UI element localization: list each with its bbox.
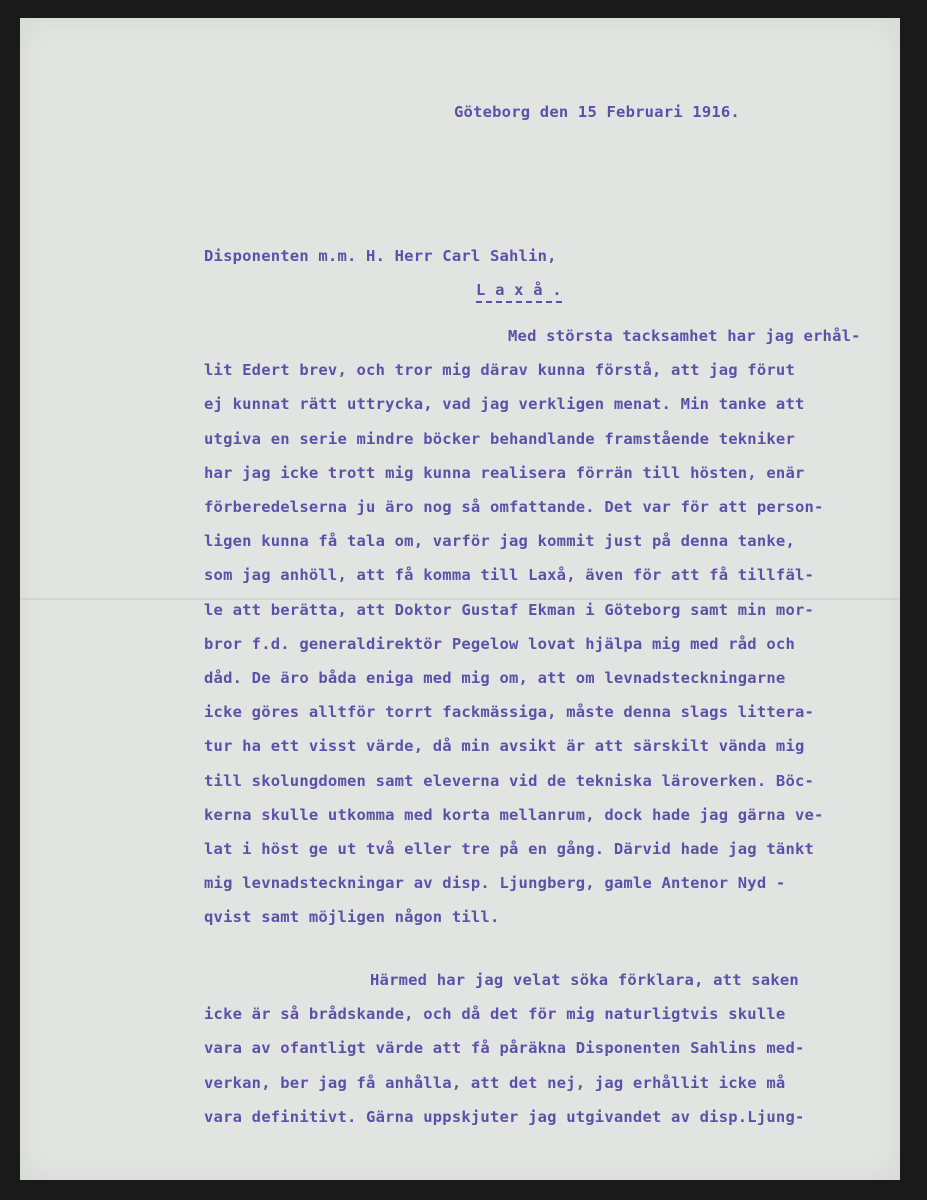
text-line: qvist samt möjligen någon till. <box>204 908 500 927</box>
text-line: bror f.d. generaldirektör Pegelow lovat hjälpa mig med råd och <box>204 634 795 653</box>
text-line: ej kunnat rätt uttrycka, vad jag verkligen menat. Min tanke att <box>204 395 805 414</box>
text-line: Med största tacksamhet har jag erhål- <box>508 327 861 345</box>
text-line: icke är så brådskande, och då det för mig naturligtvis skulle <box>204 1005 786 1024</box>
place-line: L a x å . <box>476 280 562 303</box>
letter-sheet <box>20 18 900 1180</box>
text-line: Härmed har jag velat söka förklara, att saken <box>370 971 799 989</box>
text-line: har jag icke trott mig kunna realisera förrän till hösten, enär <box>204 463 805 482</box>
text-line: lat i höst ge ut två eller tre på en gång. Därvid hade jag tänkt <box>204 840 815 858</box>
text-line: dåd. De äro båda eniga med mig om, att om levnadsteckningarne <box>204 669 786 687</box>
text-line: kerna skulle utkomma med korta mellanrum, dock hade jag gärna ve- <box>204 805 824 824</box>
text-line: mig levnadsteckningar av disp. Ljungberg, gamle Antenor Nyd - <box>204 874 786 893</box>
text-line: som jag anhöll, att få komma till Laxå, även för att få tillfäl- <box>204 566 815 585</box>
text-line: utgiva en serie mindre böcker behandlande framstående tekniker <box>204 429 795 448</box>
date-line: Göteborg den 15 Februari 1916. <box>454 103 740 121</box>
text-line: ligen kunna få tala om, varför jag kommit just på denna tanke, <box>204 532 795 551</box>
text-line: förberedelserna ju äro nog så omfattande. Det var för att person- <box>204 498 824 516</box>
text-line: lit Edert brev, och tror mig därav kunna förstå, att jag förut <box>204 361 795 380</box>
text-line: le att berätta, att Doktor Gustaf Ekman i Göteborg samt min mor- <box>204 600 815 619</box>
recipient-line: Disponenten m.m. H. Herr Carl Sahlin, <box>204 247 557 265</box>
text-line: verkan, ber jag få anhålla, att det nej, jag erhållit icke må <box>204 1073 786 1092</box>
text-line: till skolungdomen samt eleverna vid de tekniska läroverken. Böc- <box>204 771 815 790</box>
text-line: vara av ofantligt värde att få påräkna Disponenten Sahlins med- <box>204 1039 805 1058</box>
text-line: icke göres alltför torrt fackmässiga, måste denna slags littera- <box>204 703 815 722</box>
text-line: tur ha ett visst värde, då min avsikt är att särskilt vända mig <box>204 737 805 756</box>
text-line: vara definitivt. Gärna uppskjuter jag utgivandet av disp.Ljung- <box>204 1107 805 1126</box>
